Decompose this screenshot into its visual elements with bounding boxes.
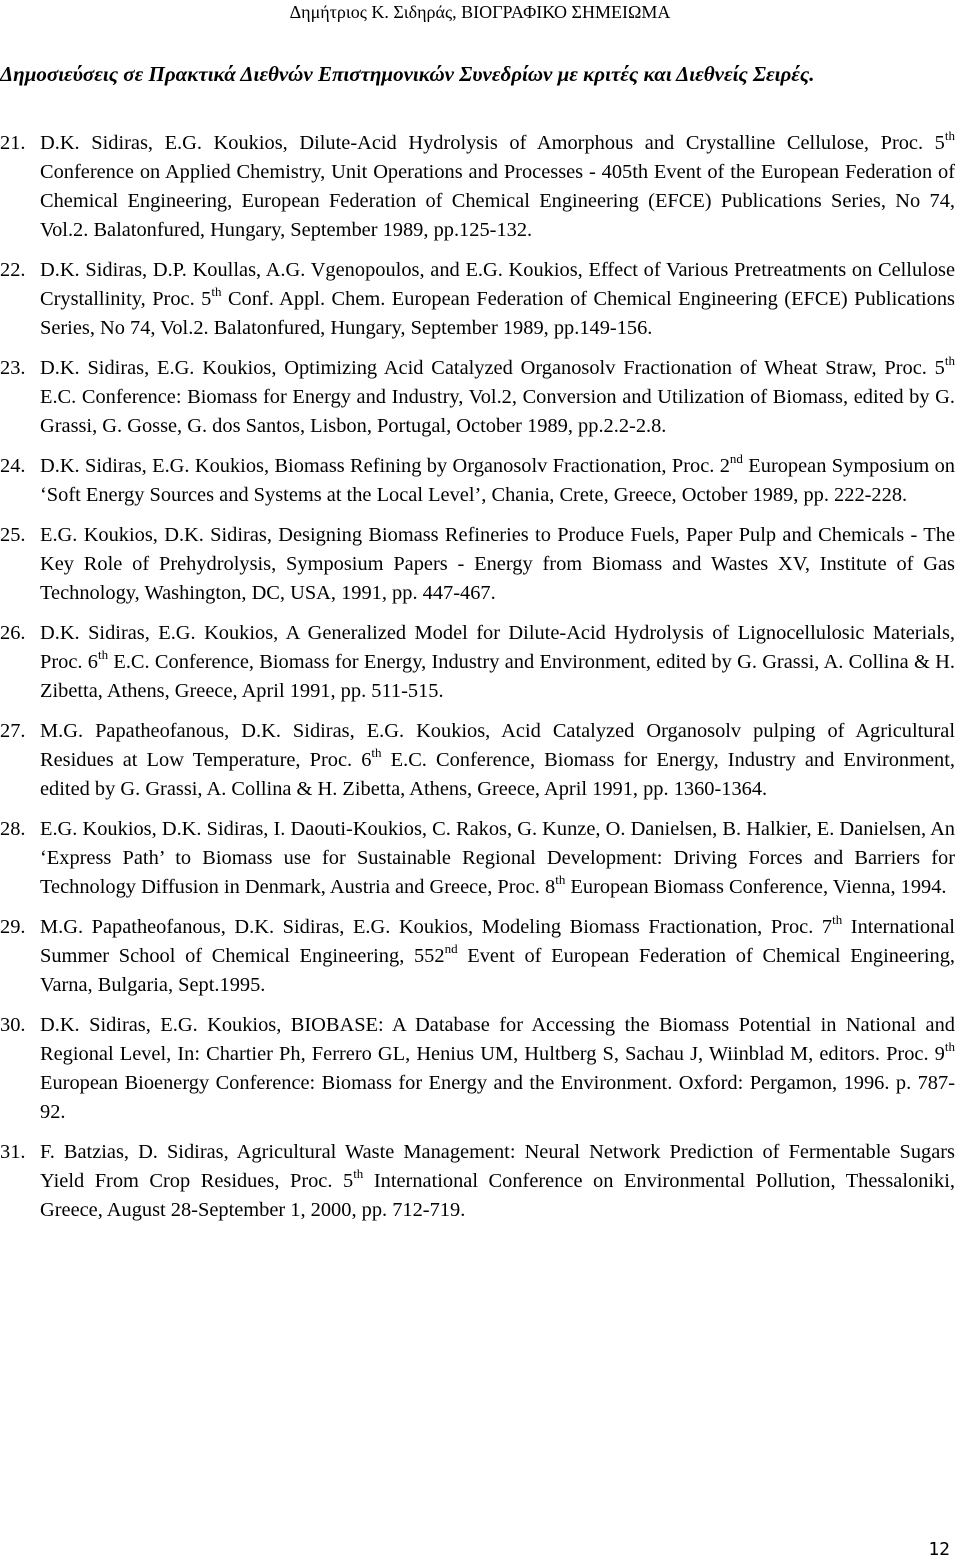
ordinal-suffix: nd [444,941,458,956]
reference-number: 31. [0,1141,26,1163]
reference-text [40,912,956,996]
reference-item [0,129,955,245]
reference-text [40,720,955,800]
reference-text-segment: M.G. Papatheofanous, D.K. Sidiras, E.G. Koukios, Modeling Biomass Fractionation, Proc. 7 [40,916,833,938]
reference-number: 27. [0,720,26,742]
reference-number: 23. [0,357,26,379]
reference-text-segment: E.G. Koukios, D.K. Sidiras, Designing Biomass Refineries to Produce Fuels, Paper Pulp and Chemicals - The Key Role of Prehydrolysis, Symposium Papers - Energy from Biomass and Wastes XV, Institute of Gas Technology, Washington, DC, USA, 1991, pp. 447-467. [40,524,955,604]
reference-text-segment: D.K. Sidiras, E.G. Koukios, A Generalized Model for Dilute-Acid Hydrolysis of Lignocellulosic Materials, Proc. 6 [40,622,955,673]
reference-item [0,521,955,608]
reference-text-segment: European Symposium on ‘Soft Energy Sources and Systems at the Local Level’, Chania, Crete, Greece, October 1989, pp. 222-228. [40,455,955,506]
reference-text-segment: International Summer School of Chemical Engineering, 552 [40,916,955,967]
reference-text-segment: F. Batzias, D. Sidiras, Agricultural Waste Management: Neural Network Prediction of Fermentable Sugars Yield From Crop Residues, Proc. 5 [40,1141,955,1192]
ordinal-suffix: th [353,1166,364,1181]
reference-number: 28. [0,818,26,840]
reference-text-segment: E.G. Koukios, D.K. Sidiras, I. Daouti-Koukios, C. Rakos, G. Kunze, O. Danielsen, B. Halkier, E. Danielsen, An ‘Express Path’ to Biomass use for Sustainable Regional Development: Driving Forces and Barriers for Technology Diffusion in Denmark, Austria and Greece, Proc. 8 [40,818,955,898]
reference-number: 24. [0,455,26,477]
reference-text-segment: E.C. Conference, Biomass for Energy, Industry and Environment, edited by G. Grassi, A. Collina & H. Zibetta, Athens, Greece, April 1991, pp. 1360-1364. [40,749,955,800]
reference-text [40,451,955,506]
ordinal-suffix: th [211,284,222,299]
reference-text-segment: D.K. Sidiras, E.G. Koukios, BIOBASE: A Database for Accessing the Biomass Potential in National and Regional Level, In: Chartier Ph, Ferrero GL, Henius UM, Hultberg S, Sachau J, Wiinblad M, editors. Proc. 9 [40,1014,955,1065]
reference-text [40,818,955,898]
reference-text-segment: European Bioenergy Conference: Biomass for Energy and the Environment. Oxford: Pergamon, 1996. p. 787-92. [40,1072,955,1123]
reference-text-segment: M.G. Papatheofanous, D.K. Sidiras, E.G. Koukios, Acid Catalyzed Organosolv pulping of Agricultural Residues at Low Temperature, Proc. 6 [40,720,955,771]
reference-text-segment: European Biomass Conference, Vienna, 1994. [565,876,947,898]
reference-number: 30. [0,1014,26,1036]
ordinal-suffix: nd [729,451,743,466]
reference-text [40,353,955,437]
reference-text-segment: International Conference on Environmental Pollution, Thessaloniki, Greece, August 28-September 1, 2000, pp. 712-719. [40,1170,956,1221]
reference-list [0,129,955,1236]
ordinal-suffix: th [555,872,566,887]
ordinal-suffix: th [371,745,382,760]
ordinal-suffix: th [944,353,955,368]
reference-item [0,452,955,510]
reference-text-segment: D.K. Sidiras, D.P. Koullas, A.G. Vgenopoulos, and E.G. Koukios, Effect of Various Pretreatments on Cellulose Crystallinity, Proc. 5 [40,259,955,310]
reference-item [0,717,955,804]
reference-item [0,256,955,343]
reference-text [40,524,955,604]
ordinal-suffix: th [944,1039,955,1054]
reference-number: 25. [0,524,26,546]
reference-item [0,815,955,902]
reference-text-segment: E.C. Conference: Biomass for Energy and Industry, Vol.2, Conversion and Utilization of Biomass, edited by G. Grassi, G. Gosse, G. dos Santos, Lisbon, Portugal, October 1989, pp.2.2-2.8. [40,386,955,437]
reference-item [0,354,955,441]
reference-text-segment: Event of European Federation of Chemical Engineering, Varna, Bulgaria, Sept.1995. [40,945,956,996]
section-title: Δημοσιεύσεις σε Πρακτικά Διεθνών Επιστημονικών Συνεδρίων με κριτές και Διεθνείς Σειρές. [0,62,815,86]
reference-item [0,1011,955,1127]
reference-text [40,1141,955,1221]
reference-text [40,622,955,702]
reference-text-segment: E.C. Conference, Biomass for Energy, Industry and Environment, edited by G. Grassi, A. Collina & H. Zibetta, Athens, Greece, April 1991, pp. 511-515. [40,651,955,702]
reference-number: 29. [0,916,26,938]
reference-text [40,1014,955,1123]
reference-number: 26. [0,622,26,644]
ordinal-suffix: th [944,128,955,143]
ordinal-suffix: th [97,647,109,662]
reference-text-segment: Conf. Appl. Chem. European Federation of Chemical Engineering (EFCE) Publications Series, No 74, Vol.2. Balatonfured, Hungary, September 1989, pp.149-156. [40,288,955,339]
reference-item [0,913,955,1000]
reference-text-segment: D.K. Sidiras, E.G. Koukios, Dilute-Acid Hydrolysis of Amorphous and Crystalline Cellulose, Proc. 5 [40,132,945,154]
page-number: 12 [928,1539,950,1560]
reference-text-segment: D.K. Sidiras, E.G. Koukios, Optimizing Acid Catalyzed Organosolv Fractionation of Wheat Straw, Proc. 5 [40,357,945,379]
reference-item [0,1138,955,1225]
reference-text [40,128,955,241]
reference-item [0,619,955,706]
ordinal-suffix: th [832,912,843,927]
reference-number: 21. [0,132,26,154]
reference-text-segment: Conference on Applied Chemistry, Unit Operations and Processes - 405th Event of the European Federation of Chemical Engineering, European Federation of Chemical Engineering (EFCE) Publications Series, No 74, Vol.2. Balatonfured, Hungary, September 1989, pp.125-132. [40,161,955,241]
reference-text [40,259,955,339]
reference-text-segment: D.K. Sidiras, E.G. Koukios, Biomass Refining by Organosolv Fractionation, Proc. 2 [40,455,730,477]
reference-number: 22. [0,259,26,281]
running-header: Δημήτριος Κ. Σιδηράς, ΒΙΟΓΡΑΦΙΚΟ ΣΗΜΕΙΩΜΑ [289,2,671,22]
